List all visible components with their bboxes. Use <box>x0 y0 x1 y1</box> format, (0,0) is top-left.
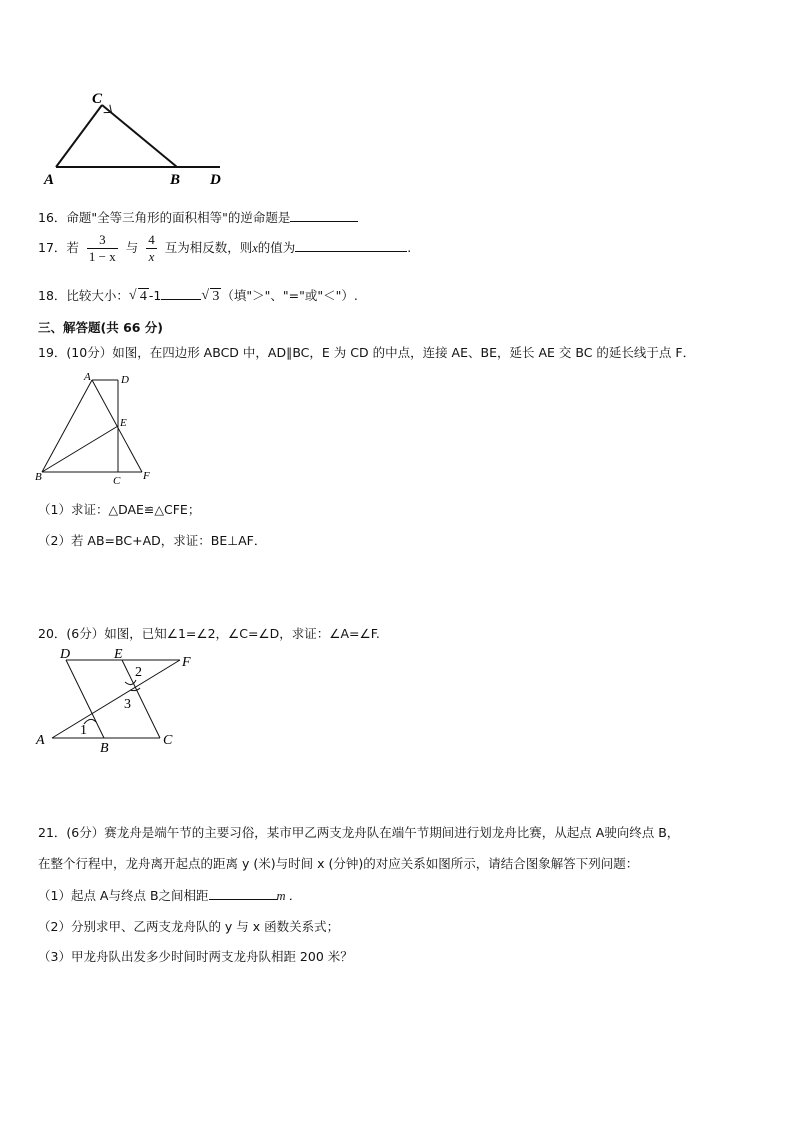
label-c: C <box>92 91 103 107</box>
q18-radicand-2: 3 <box>212 289 220 304</box>
question-16 <box>38 208 358 226</box>
q17-suffix1: 互为相反数，则 <box>164 240 253 255</box>
question-18 <box>38 286 358 305</box>
q18-sqrt-2 <box>201 289 221 305</box>
q18-minus: -1 <box>148 288 162 303</box>
q17-frac2-numerator: 4 <box>148 232 155 247</box>
question-17 <box>38 232 411 265</box>
question-19-stem: 19．(10分）如图，在四边形 ABCD 中，AD∥BC，E 为 CD 的中点，连接 AE、BE，延长 AE 交 BC 的延长线于点 F． <box>38 345 696 360</box>
label-b: B <box>35 471 42 483</box>
question-21-part-3: （3）甲龙舟队出发多少时间时两支龙舟队相距 200 米？ <box>38 949 353 964</box>
figure-quadrilateral-abcd <box>32 370 162 488</box>
question-21-part-2: （2）分别求甲、乙两支龙舟队的 y 与 x 函数关系式； <box>38 919 340 934</box>
q16-answer-blank[interactable] <box>290 209 358 222</box>
label-e: E <box>114 647 123 662</box>
section-heading: 三、解答题(共 66 分) <box>38 320 164 335</box>
q17-end: . <box>407 240 412 255</box>
question-21-line-2: 在整个行程中，龙舟离开起点的距离 y (米)与时间 x (分钟)的对应关系如图所示，请结合图象解答下列问题： <box>38 856 639 871</box>
label-d: D <box>210 172 221 188</box>
question-19-part-1: （1）求证：△DAE≌△CFE； <box>38 502 201 517</box>
q18-suffix: （填"＞"、"="或"＜"）. <box>221 288 358 303</box>
q16-text: 16．命题"全等三角形的面积相等"的逆命题是 <box>38 210 291 225</box>
label-angle-2: 2 <box>135 665 142 680</box>
q18-prefix: 18．比较大小： <box>38 288 129 303</box>
label-angle-1: 1 <box>80 723 87 738</box>
q18-sqrt-1 <box>129 289 149 305</box>
question-21-part-1 <box>38 886 301 904</box>
label-c: C <box>113 475 121 487</box>
q17-frac1-denominator: 1 − x <box>88 249 116 264</box>
q17-suffix2: 的值为 <box>257 240 296 255</box>
question-19-part-2: （2）若 AB=BC+AD，求证：BE⊥AF． <box>38 533 267 548</box>
q17-var: x <box>252 241 258 255</box>
figure-triangle-acbd <box>40 85 240 190</box>
q17-answer-blank[interactable] <box>295 239 407 252</box>
q17-fraction-2 <box>146 232 157 265</box>
q17-prefix: 17．若 <box>38 240 79 255</box>
label-f: F <box>182 655 191 670</box>
label-e: E <box>120 417 127 429</box>
q17-fraction-1 <box>87 232 118 265</box>
label-f: F <box>143 470 150 482</box>
q18-answer-blank[interactable] <box>161 287 201 300</box>
label-a: A <box>84 371 91 383</box>
label-a: A <box>36 733 45 748</box>
question-21-line-1: 21．(6分）赛龙舟是端午节的主要习俗，某市甲乙两支龙舟队在端午节期间进行划龙舟比赛，从起点 A驶向终点 B， <box>38 825 680 840</box>
q18-radicand-1: 4 <box>139 289 147 304</box>
q21-part1-prefix: （1）起点 A与终点 B之间相距 <box>38 888 209 903</box>
label-d: D <box>121 374 129 386</box>
label-a: A <box>44 172 55 188</box>
q17-frac2-denominator: x <box>148 249 155 264</box>
label-b: B <box>100 741 109 754</box>
figure-parallelograms <box>32 642 212 754</box>
label-d: D <box>60 647 71 662</box>
q21-part1-unit: m ． <box>276 889 302 903</box>
label-angle-3: 3 <box>124 697 131 712</box>
label-c: C <box>163 733 173 748</box>
q21-answer-blank[interactable] <box>209 887 277 900</box>
label-b: B <box>170 172 181 188</box>
question-20-stem: 20．(6分）如图，已知∠1=∠2，∠C=∠D，求证：∠A=∠F. <box>38 626 380 641</box>
q17-frac1-numerator: 3 <box>87 232 118 249</box>
q17-mid: 与 <box>125 240 139 255</box>
